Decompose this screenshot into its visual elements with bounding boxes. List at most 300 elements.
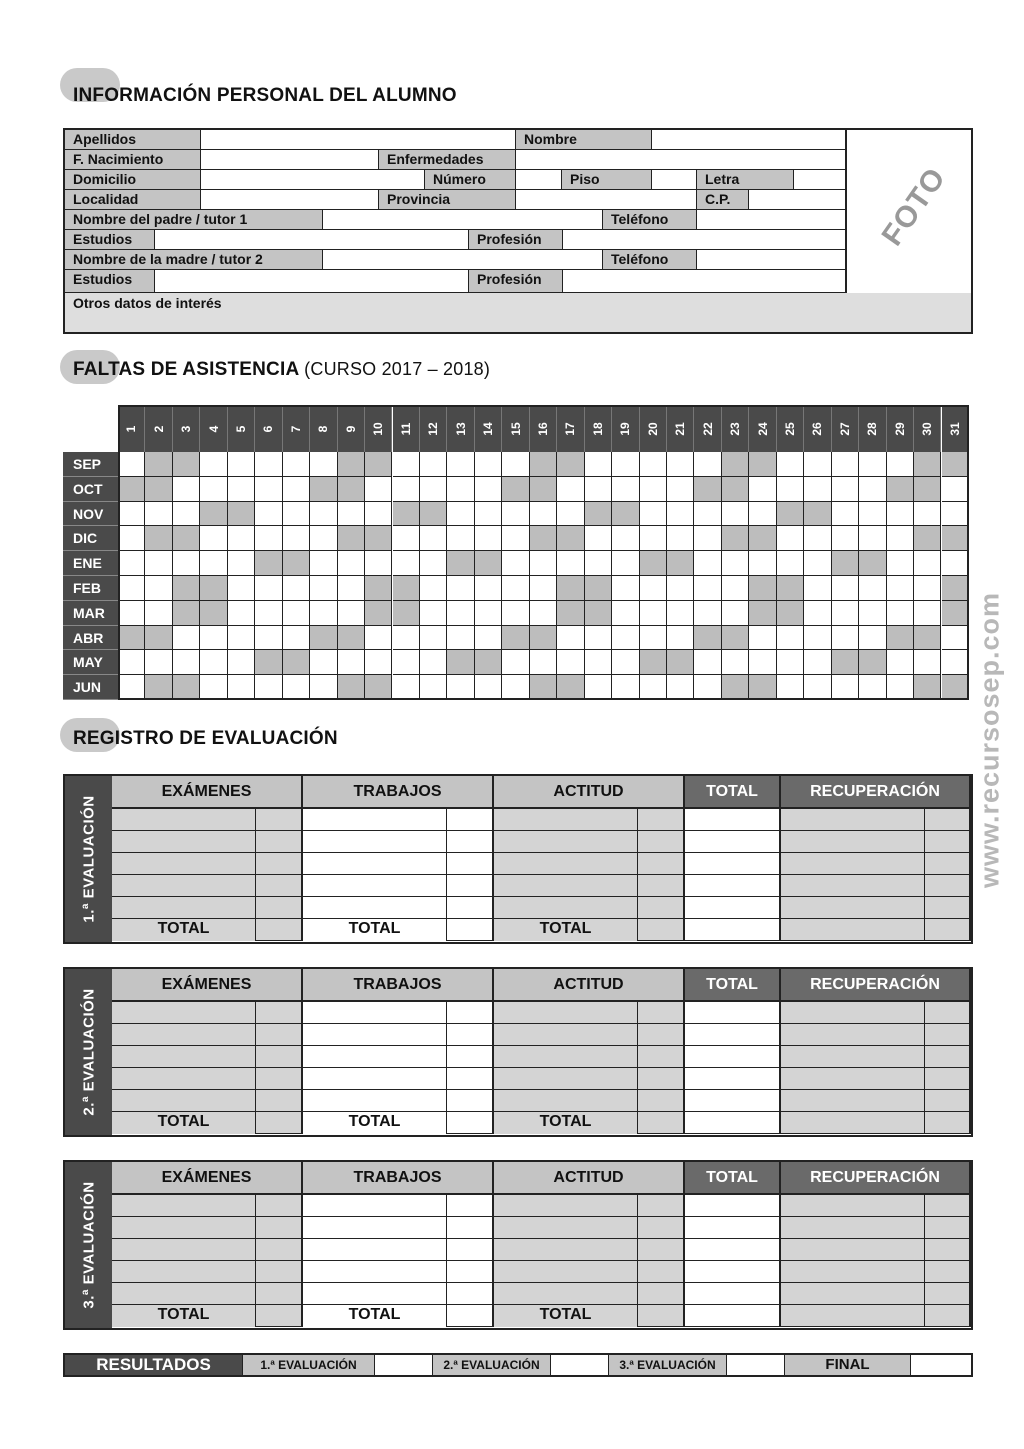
grade-cell[interactable] <box>781 1261 925 1283</box>
grade-cell[interactable] <box>781 1090 925 1112</box>
day-cell[interactable] <box>502 626 529 651</box>
numero-field[interactable] <box>516 170 562 189</box>
day-cell[interactable] <box>667 675 694 700</box>
grade-cell[interactable] <box>494 1068 638 1090</box>
day-cell[interactable] <box>804 626 831 651</box>
weight-cell[interactable] <box>638 1024 685 1046</box>
day-cell[interactable] <box>393 526 420 551</box>
weight-cell[interactable] <box>638 875 685 897</box>
day-cell[interactable] <box>228 650 255 675</box>
grade-cell[interactable] <box>781 1112 925 1134</box>
day-cell[interactable] <box>118 601 145 626</box>
day-cell[interactable] <box>640 526 667 551</box>
weight-cell[interactable] <box>447 1090 494 1112</box>
grade-cell[interactable] <box>303 897 447 919</box>
grade-cell[interactable] <box>303 1283 447 1305</box>
grade-cell[interactable] <box>781 897 925 919</box>
day-cell[interactable] <box>173 502 200 527</box>
domicilio-field[interactable] <box>201 170 425 189</box>
weight-cell[interactable] <box>638 1239 685 1261</box>
total-value-cell[interactable] <box>447 1112 494 1134</box>
day-cell[interactable] <box>420 626 447 651</box>
day-cell[interactable] <box>557 650 584 675</box>
day-cell[interactable] <box>447 650 474 675</box>
day-cell[interactable] <box>338 626 365 651</box>
day-cell[interactable] <box>145 502 172 527</box>
day-cell[interactable] <box>283 675 310 700</box>
day-cell[interactable] <box>173 601 200 626</box>
day-cell[interactable] <box>393 576 420 601</box>
grade-cell[interactable] <box>112 1068 256 1090</box>
profesion1-field[interactable] <box>563 230 846 249</box>
day-cell[interactable] <box>118 626 145 651</box>
day-cell[interactable] <box>914 626 941 651</box>
day-cell[interactable] <box>859 551 886 576</box>
weight-cell[interactable] <box>256 1261 303 1283</box>
day-cell[interactable] <box>694 601 721 626</box>
day-cell[interactable] <box>914 502 941 527</box>
day-cell[interactable] <box>228 551 255 576</box>
day-cell[interactable] <box>914 675 941 700</box>
grade-cell[interactable] <box>112 1090 256 1112</box>
grade-cell[interactable] <box>781 853 925 875</box>
day-cell[interactable] <box>832 675 859 700</box>
day-cell[interactable] <box>749 675 776 700</box>
day-cell[interactable] <box>118 526 145 551</box>
day-cell[interactable] <box>475 626 502 651</box>
day-cell[interactable] <box>420 551 447 576</box>
day-cell[interactable] <box>887 675 914 700</box>
day-cell[interactable] <box>612 502 639 527</box>
grade-cell[interactable] <box>112 809 256 831</box>
day-cell[interactable] <box>502 551 529 576</box>
day-cell[interactable] <box>475 576 502 601</box>
weight-cell[interactable] <box>256 853 303 875</box>
day-cell[interactable] <box>694 477 721 502</box>
nacimiento-field[interactable] <box>201 150 379 169</box>
day-cell[interactable] <box>612 601 639 626</box>
weight-cell[interactable] <box>638 897 685 919</box>
total-cell[interactable] <box>685 897 781 919</box>
day-cell[interactable] <box>859 526 886 551</box>
day-cell[interactable] <box>887 650 914 675</box>
grade-cell[interactable] <box>112 1024 256 1046</box>
weight-cell[interactable] <box>925 1002 971 1024</box>
grade-cell[interactable] <box>112 1195 256 1217</box>
day-cell[interactable] <box>914 551 941 576</box>
grade-cell[interactable] <box>303 1024 447 1046</box>
day-cell[interactable] <box>585 675 612 700</box>
day-cell[interactable] <box>585 626 612 651</box>
weight-cell[interactable] <box>925 1283 971 1305</box>
estudios2-field[interactable] <box>155 270 469 292</box>
day-cell[interactable] <box>365 452 392 477</box>
weight-cell[interactable] <box>638 1261 685 1283</box>
weight-cell[interactable] <box>447 875 494 897</box>
day-cell[interactable] <box>228 626 255 651</box>
day-cell[interactable] <box>640 626 667 651</box>
grade-cell[interactable] <box>112 1261 256 1283</box>
day-cell[interactable] <box>942 551 969 576</box>
day-cell[interactable] <box>914 526 941 551</box>
weight-cell[interactable] <box>447 1217 494 1239</box>
day-cell[interactable] <box>475 502 502 527</box>
day-cell[interactable] <box>502 452 529 477</box>
otros-field[interactable] <box>65 293 971 332</box>
weight-cell[interactable] <box>638 1090 685 1112</box>
day-cell[interactable] <box>804 452 831 477</box>
day-cell[interactable] <box>447 551 474 576</box>
day-cell[interactable] <box>283 551 310 576</box>
telefono1-field[interactable] <box>697 210 846 229</box>
day-cell[interactable] <box>530 675 557 700</box>
day-cell[interactable] <box>804 526 831 551</box>
weight-cell[interactable] <box>925 897 971 919</box>
day-cell[interactable] <box>502 526 529 551</box>
apellidos-field[interactable] <box>201 130 516 149</box>
day-cell[interactable] <box>310 551 337 576</box>
day-cell[interactable] <box>283 502 310 527</box>
day-cell[interactable] <box>612 551 639 576</box>
day-cell[interactable] <box>530 626 557 651</box>
day-cell[interactable] <box>228 502 255 527</box>
results-ev3-field[interactable] <box>727 1355 785 1375</box>
day-cell[interactable] <box>777 626 804 651</box>
day-cell[interactable] <box>200 526 227 551</box>
day-cell[interactable] <box>338 650 365 675</box>
grade-cell[interactable] <box>781 809 925 831</box>
day-cell[interactable] <box>859 576 886 601</box>
day-cell[interactable] <box>530 650 557 675</box>
grade-cell[interactable] <box>781 1217 925 1239</box>
telefono2-field[interactable] <box>697 250 846 269</box>
day-cell[interactable] <box>338 526 365 551</box>
day-cell[interactable] <box>612 650 639 675</box>
weight-cell[interactable] <box>447 1068 494 1090</box>
day-cell[interactable] <box>420 477 447 502</box>
day-cell[interactable] <box>228 601 255 626</box>
day-cell[interactable] <box>749 452 776 477</box>
day-cell[interactable] <box>887 502 914 527</box>
day-cell[interactable] <box>447 675 474 700</box>
day-cell[interactable] <box>475 477 502 502</box>
day-cell[interactable] <box>557 452 584 477</box>
weight-cell[interactable] <box>638 809 685 831</box>
day-cell[interactable] <box>447 477 474 502</box>
day-cell[interactable] <box>667 477 694 502</box>
day-cell[interactable] <box>255 601 282 626</box>
day-cell[interactable] <box>722 502 749 527</box>
day-cell[interactable] <box>722 601 749 626</box>
grade-cell[interactable] <box>494 875 638 897</box>
day-cell[interactable] <box>832 477 859 502</box>
day-cell[interactable] <box>393 675 420 700</box>
day-cell[interactable] <box>667 626 694 651</box>
day-cell[interactable] <box>667 650 694 675</box>
day-cell[interactable] <box>612 675 639 700</box>
day-cell[interactable] <box>749 477 776 502</box>
grade-cell[interactable] <box>303 809 447 831</box>
day-cell[interactable] <box>502 675 529 700</box>
cp-field[interactable] <box>749 190 846 209</box>
day-cell[interactable] <box>118 502 145 527</box>
weight-cell[interactable] <box>256 831 303 853</box>
day-cell[interactable] <box>694 576 721 601</box>
day-cell[interactable] <box>777 452 804 477</box>
weight-cell[interactable] <box>925 1024 971 1046</box>
total-cell[interactable] <box>685 875 781 897</box>
total-cell[interactable] <box>685 853 781 875</box>
weight-cell[interactable] <box>638 1046 685 1068</box>
day-cell[interactable] <box>118 650 145 675</box>
day-cell[interactable] <box>310 626 337 651</box>
weight-cell[interactable] <box>925 1195 971 1217</box>
grade-cell[interactable] <box>781 875 925 897</box>
day-cell[interactable] <box>228 526 255 551</box>
total-cell[interactable] <box>685 809 781 831</box>
day-cell[interactable] <box>255 650 282 675</box>
day-cell[interactable] <box>777 502 804 527</box>
grade-cell[interactable] <box>112 1283 256 1305</box>
photo-box[interactable] <box>846 130 971 293</box>
day-cell[interactable] <box>612 576 639 601</box>
day-cell[interactable] <box>722 477 749 502</box>
day-cell[interactable] <box>749 576 776 601</box>
day-cell[interactable] <box>694 526 721 551</box>
day-cell[interactable] <box>310 502 337 527</box>
day-cell[interactable] <box>914 477 941 502</box>
day-cell[interactable] <box>310 576 337 601</box>
weight-cell[interactable] <box>638 853 685 875</box>
day-cell[interactable] <box>887 626 914 651</box>
weight-cell[interactable] <box>447 1046 494 1068</box>
day-cell[interactable] <box>365 675 392 700</box>
day-cell[interactable] <box>447 452 474 477</box>
weight-cell[interactable] <box>925 1046 971 1068</box>
day-cell[interactable] <box>530 452 557 477</box>
day-cell[interactable] <box>832 576 859 601</box>
day-cell[interactable] <box>145 452 172 477</box>
weight-cell[interactable] <box>256 1024 303 1046</box>
day-cell[interactable] <box>310 650 337 675</box>
grade-cell[interactable] <box>303 1002 447 1024</box>
grade-cell[interactable] <box>781 1305 925 1327</box>
day-cell[interactable] <box>694 626 721 651</box>
day-cell[interactable] <box>310 477 337 502</box>
grade-cell[interactable] <box>303 875 447 897</box>
day-cell[interactable] <box>310 601 337 626</box>
day-cell[interactable] <box>228 477 255 502</box>
day-cell[interactable] <box>694 675 721 700</box>
day-cell[interactable] <box>777 650 804 675</box>
weight-cell[interactable] <box>256 1195 303 1217</box>
day-cell[interactable] <box>338 551 365 576</box>
day-cell[interactable] <box>228 452 255 477</box>
day-cell[interactable] <box>612 477 639 502</box>
day-cell[interactable] <box>887 526 914 551</box>
day-cell[interactable] <box>200 675 227 700</box>
day-cell[interactable] <box>722 650 749 675</box>
day-cell[interactable] <box>640 452 667 477</box>
padre-field[interactable] <box>323 210 603 229</box>
weight-cell[interactable] <box>447 831 494 853</box>
provincia-field[interactable] <box>516 190 697 209</box>
day-cell[interactable] <box>393 502 420 527</box>
day-cell[interactable] <box>694 452 721 477</box>
day-cell[interactable] <box>338 675 365 700</box>
day-cell[interactable] <box>228 675 255 700</box>
day-cell[interactable] <box>722 452 749 477</box>
day-cell[interactable] <box>832 452 859 477</box>
day-cell[interactable] <box>338 576 365 601</box>
day-cell[interactable] <box>749 502 776 527</box>
day-cell[interactable] <box>859 452 886 477</box>
weight-cell[interactable] <box>447 853 494 875</box>
grade-cell[interactable] <box>494 809 638 831</box>
grade-cell[interactable] <box>112 1002 256 1024</box>
day-cell[interactable] <box>694 551 721 576</box>
grade-cell[interactable] <box>494 1239 638 1261</box>
day-cell[interactable] <box>447 526 474 551</box>
day-cell[interactable] <box>722 576 749 601</box>
weight-cell[interactable] <box>447 1239 494 1261</box>
day-cell[interactable] <box>255 576 282 601</box>
grade-cell[interactable] <box>494 1283 638 1305</box>
day-cell[interactable] <box>557 526 584 551</box>
day-cell[interactable] <box>804 576 831 601</box>
day-cell[interactable] <box>942 502 969 527</box>
day-cell[interactable] <box>749 650 776 675</box>
results-final-field[interactable] <box>911 1355 971 1375</box>
weight-cell[interactable] <box>638 1217 685 1239</box>
day-cell[interactable] <box>255 477 282 502</box>
day-cell[interactable] <box>640 601 667 626</box>
weight-cell[interactable] <box>447 1002 494 1024</box>
day-cell[interactable] <box>365 526 392 551</box>
day-cell[interactable] <box>145 526 172 551</box>
day-cell[interactable] <box>365 650 392 675</box>
day-cell[interactable] <box>118 551 145 576</box>
day-cell[interactable] <box>585 601 612 626</box>
day-cell[interactable] <box>667 551 694 576</box>
grade-cell[interactable] <box>494 1046 638 1068</box>
day-cell[interactable] <box>887 452 914 477</box>
day-cell[interactable] <box>475 675 502 700</box>
grade-cell[interactable] <box>303 1239 447 1261</box>
day-cell[interactable] <box>173 452 200 477</box>
day-cell[interactable] <box>173 626 200 651</box>
day-cell[interactable] <box>200 576 227 601</box>
weight-cell[interactable] <box>447 809 494 831</box>
day-cell[interactable] <box>777 551 804 576</box>
day-cell[interactable] <box>859 675 886 700</box>
day-cell[interactable] <box>502 601 529 626</box>
day-cell[interactable] <box>145 626 172 651</box>
weight-cell[interactable] <box>447 1195 494 1217</box>
grade-cell[interactable] <box>494 831 638 853</box>
day-cell[interactable] <box>749 551 776 576</box>
day-cell[interactable] <box>804 551 831 576</box>
day-cell[interactable] <box>859 601 886 626</box>
grade-cell[interactable] <box>303 1046 447 1068</box>
day-cell[interactable] <box>804 675 831 700</box>
day-cell[interactable] <box>145 675 172 700</box>
weight-cell[interactable] <box>638 831 685 853</box>
total-cell[interactable] <box>685 919 781 941</box>
day-cell[interactable] <box>804 650 831 675</box>
enfermedades-field[interactable] <box>516 150 846 169</box>
letra-field[interactable] <box>794 170 846 189</box>
total-cell[interactable] <box>685 1195 781 1217</box>
day-cell[interactable] <box>832 551 859 576</box>
day-cell[interactable] <box>200 650 227 675</box>
day-cell[interactable] <box>640 502 667 527</box>
total-cell[interactable] <box>685 1024 781 1046</box>
day-cell[interactable] <box>859 502 886 527</box>
total-value-cell[interactable] <box>256 1112 303 1134</box>
madre-field[interactable] <box>323 250 603 269</box>
day-cell[interactable] <box>640 576 667 601</box>
day-cell[interactable] <box>255 526 282 551</box>
total-value-cell[interactable] <box>638 1305 685 1327</box>
grade-cell[interactable] <box>303 1195 447 1217</box>
nombre-field[interactable] <box>652 130 846 149</box>
day-cell[interactable] <box>804 477 831 502</box>
day-cell[interactable] <box>585 551 612 576</box>
day-cell[interactable] <box>283 477 310 502</box>
day-cell[interactable] <box>859 650 886 675</box>
day-cell[interactable] <box>338 477 365 502</box>
day-cell[interactable] <box>667 502 694 527</box>
weight-cell[interactable] <box>925 1112 971 1134</box>
day-cell[interactable] <box>777 576 804 601</box>
day-cell[interactable] <box>694 650 721 675</box>
day-cell[interactable] <box>557 675 584 700</box>
day-cell[interactable] <box>694 502 721 527</box>
day-cell[interactable] <box>777 526 804 551</box>
day-cell[interactable] <box>914 601 941 626</box>
total-value-cell[interactable] <box>256 919 303 941</box>
day-cell[interactable] <box>173 675 200 700</box>
day-cell[interactable] <box>475 601 502 626</box>
day-cell[interactable] <box>887 551 914 576</box>
day-cell[interactable] <box>420 526 447 551</box>
day-cell[interactable] <box>887 477 914 502</box>
day-cell[interactable] <box>722 675 749 700</box>
day-cell[interactable] <box>585 502 612 527</box>
day-cell[interactable] <box>118 452 145 477</box>
day-cell[interactable] <box>530 551 557 576</box>
day-cell[interactable] <box>475 650 502 675</box>
weight-cell[interactable] <box>256 1090 303 1112</box>
day-cell[interactable] <box>420 601 447 626</box>
grade-cell[interactable] <box>112 853 256 875</box>
day-cell[interactable] <box>393 551 420 576</box>
day-cell[interactable] <box>557 502 584 527</box>
grade-cell[interactable] <box>303 831 447 853</box>
weight-cell[interactable] <box>925 919 971 941</box>
day-cell[interactable] <box>200 551 227 576</box>
day-cell[interactable] <box>887 601 914 626</box>
grade-cell[interactable] <box>494 1195 638 1217</box>
day-cell[interactable] <box>640 477 667 502</box>
day-cell[interactable] <box>173 526 200 551</box>
day-cell[interactable] <box>585 477 612 502</box>
day-cell[interactable] <box>557 477 584 502</box>
day-cell[interactable] <box>173 551 200 576</box>
grade-cell[interactable] <box>303 1261 447 1283</box>
grade-cell[interactable] <box>112 1046 256 1068</box>
